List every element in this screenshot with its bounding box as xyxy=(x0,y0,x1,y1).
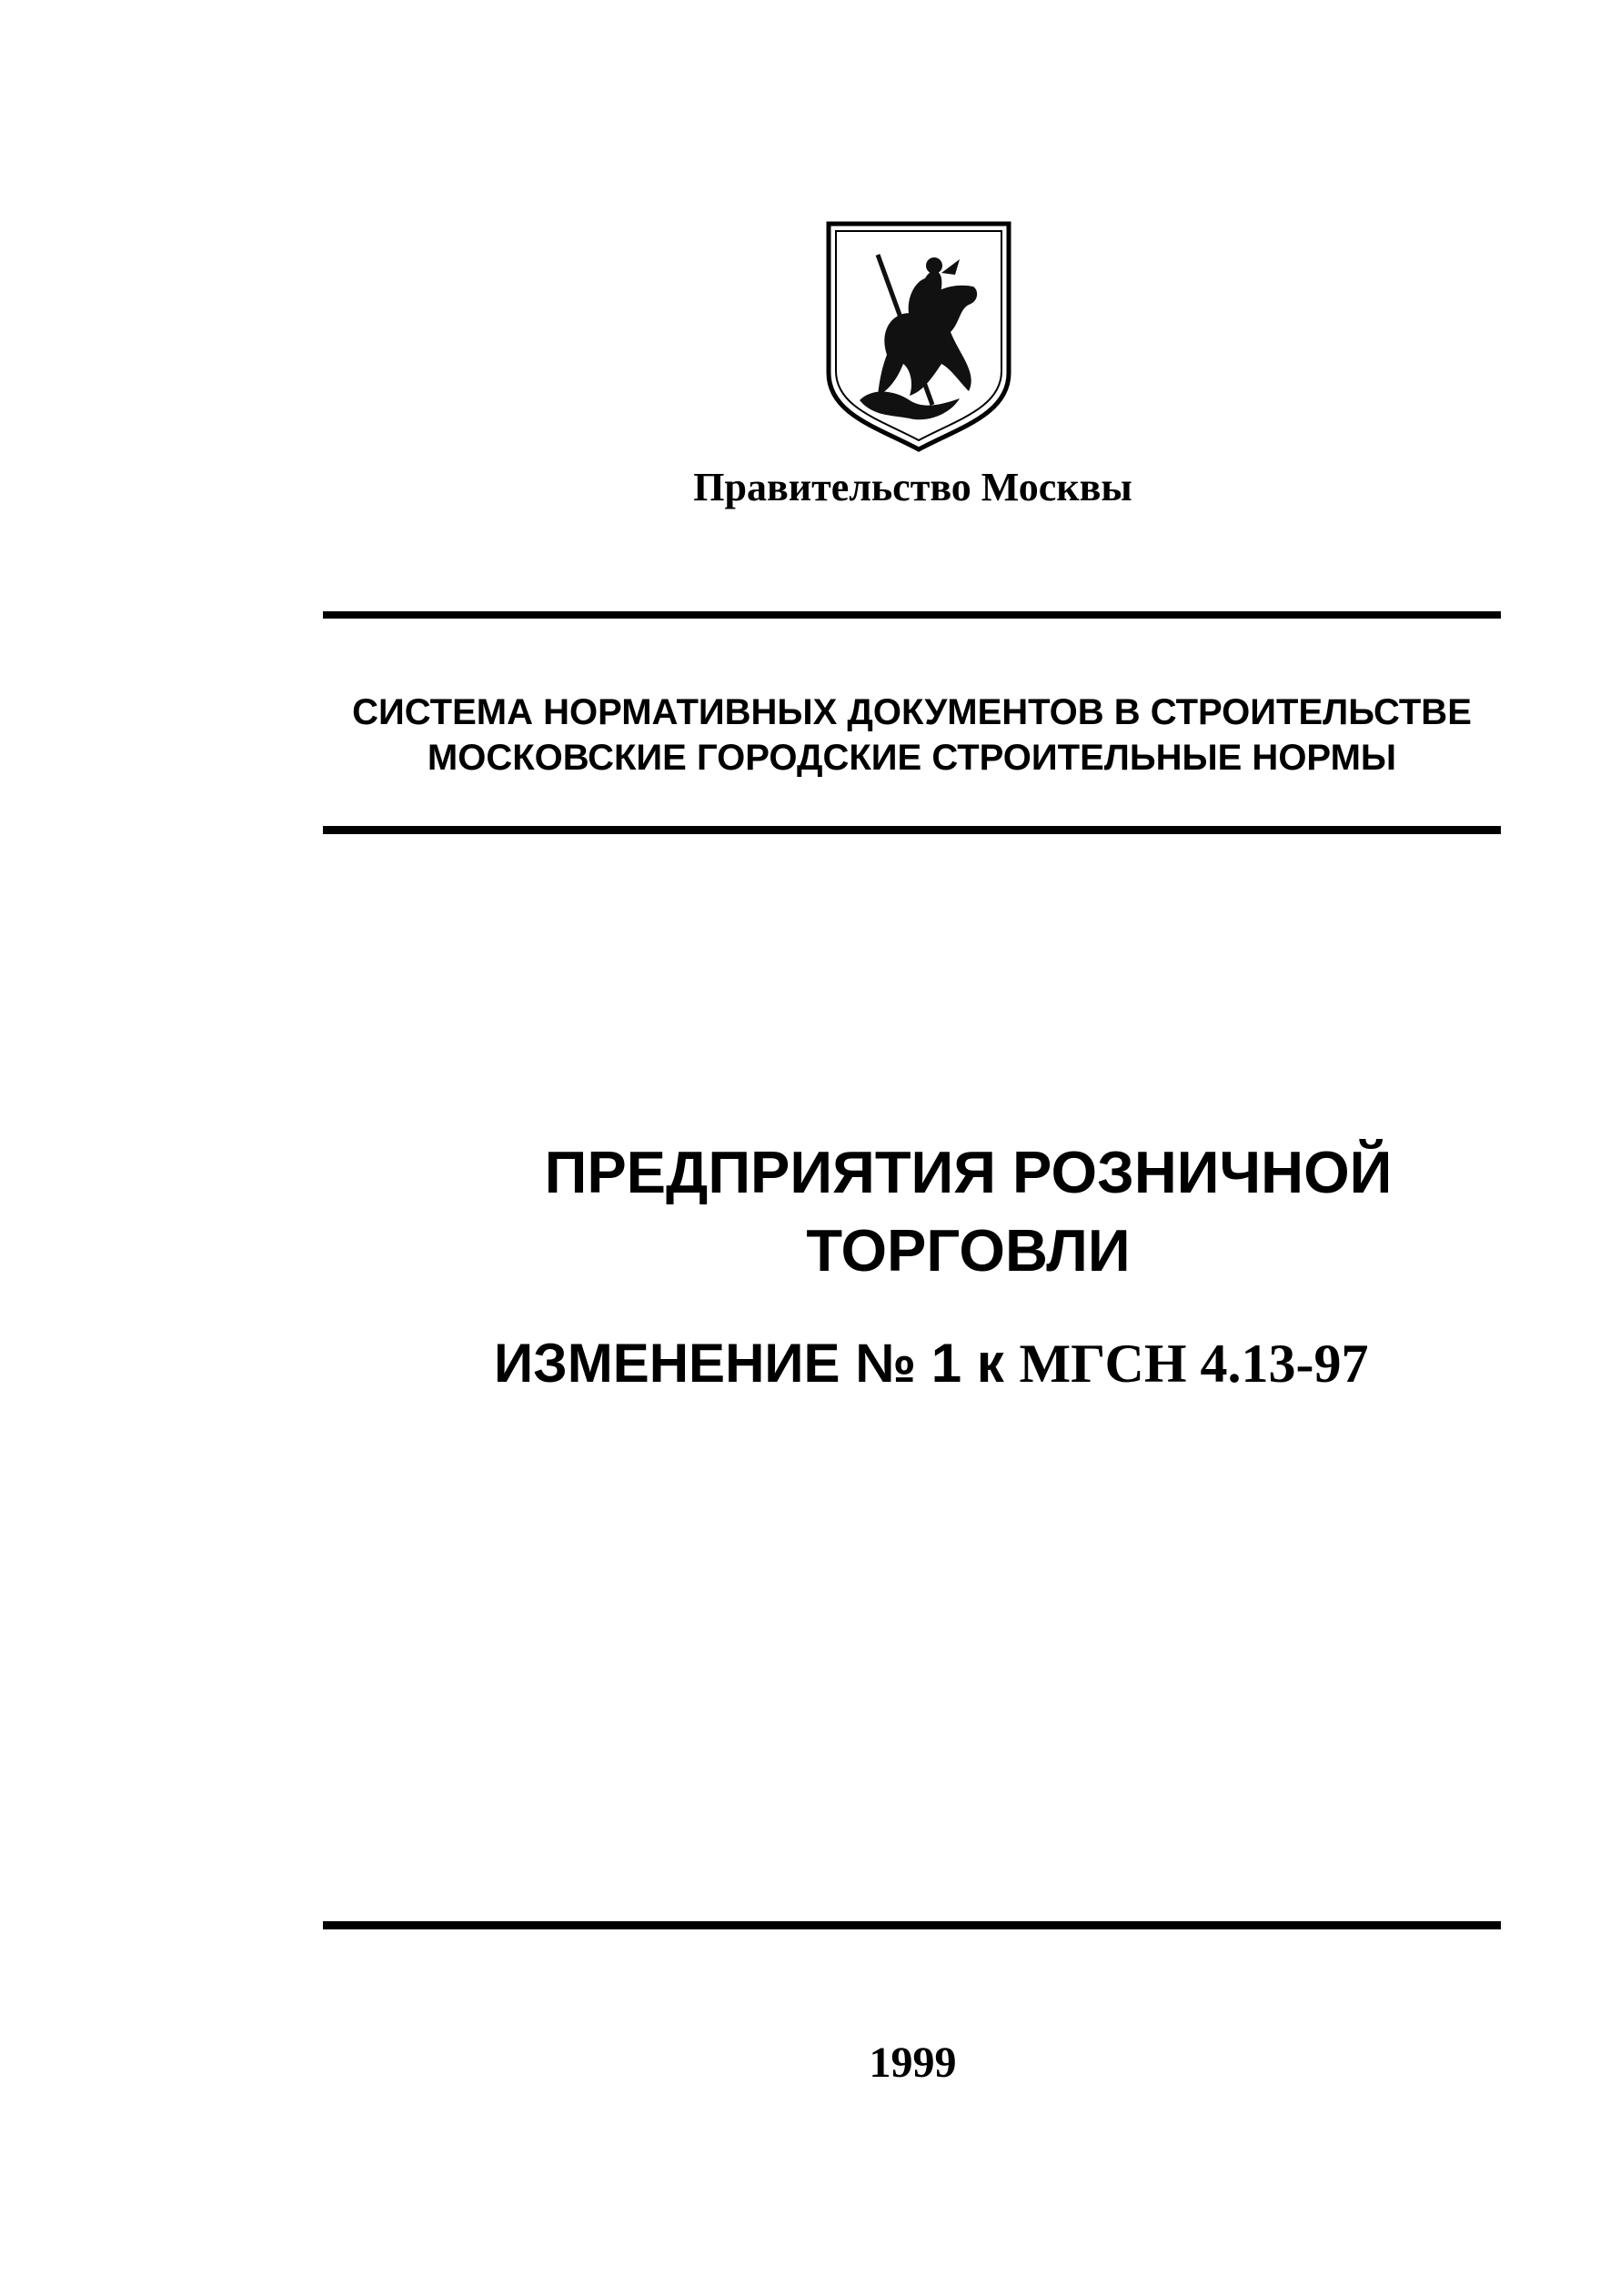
document-title xyxy=(323,1133,1501,1290)
title-line-2: ТОРГОВЛИ xyxy=(806,1217,1131,1284)
system-line-2: МОСКОВСКИЕ ГОРОДСКИЕ СТРОИТЕЛЬНЫЕ НОРМЫ xyxy=(427,738,1397,778)
title-line-1: ПРЕДПРИЯТИЯ РОЗНИЧНОЙ xyxy=(544,1139,1393,1205)
system-heading xyxy=(323,690,1501,780)
top-divider xyxy=(323,611,1501,619)
government-name: Правительство Москвы xyxy=(693,465,1132,509)
bottom-divider xyxy=(323,1921,1501,1929)
publication-year: 1999 xyxy=(869,2039,957,2087)
moscow-coat-of-arms-icon xyxy=(823,218,1014,455)
change-code: МГСН 4.13-97 xyxy=(1019,1334,1369,1394)
middle-divider xyxy=(323,826,1501,834)
change-prefix: ИЗМЕНЕНИЕ № 1 к xyxy=(494,1333,1004,1394)
system-line-1: СИСТЕМА НОРМАТИВНЫХ ДОКУМЕНТОВ В СТРОИТЕЛЬСТВЕ xyxy=(352,692,1472,732)
change-heading xyxy=(494,1332,1369,1395)
